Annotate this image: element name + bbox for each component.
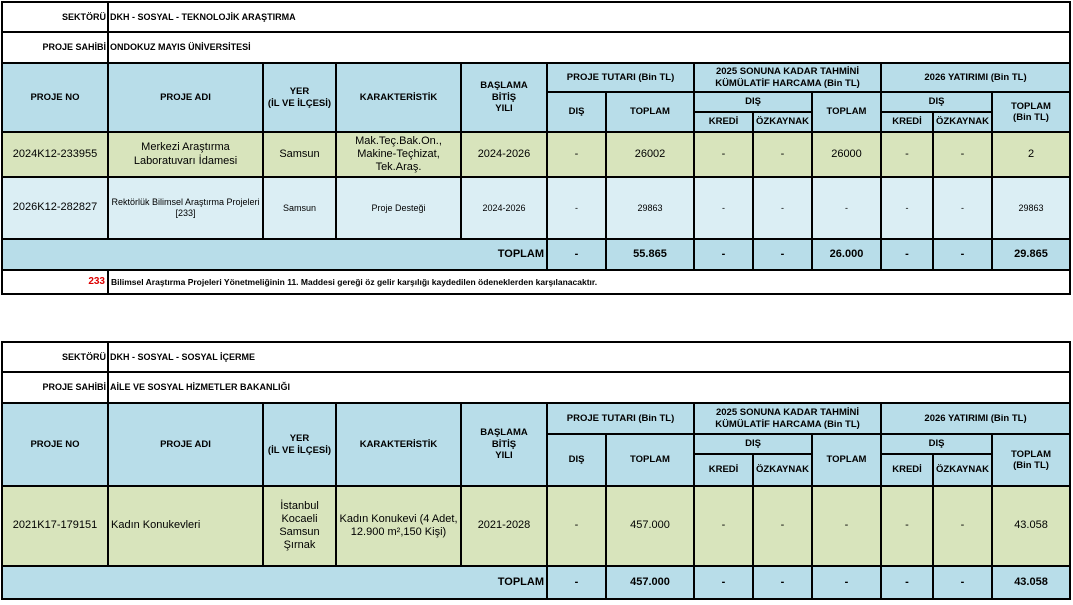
total-pt-toplam: 55.865 [606,239,694,270]
cell-yer: Samsun [263,132,336,177]
cell-pt-toplam: 29863 [606,177,694,239]
cell-pt-toplam: 457.000 [606,486,694,566]
cell-kh-toplam: 26000 [812,132,881,177]
header-y-kredi: KREDİ [881,112,933,132]
cell-kh-toplam: - [812,177,881,239]
header-yer: YER (İL VE İLÇESİ) [263,403,336,486]
header-yatirim-2026: 2026 YATIRIMI (Bin TL) [881,63,1070,92]
header-pt-dis: DIŞ [547,434,606,486]
cell-kh-toplam: - [812,486,881,566]
total-kh-ozkaynak: - [753,239,812,270]
cell-pt-dis: - [547,486,606,566]
cell-kh-kredi: - [694,132,753,177]
total-y-ozkaynak: - [933,239,992,270]
cell-proje-no: 2024K12-233955 [2,132,108,177]
header-kh-ozkaynak: ÖZKAYNAK [753,454,812,486]
cell-y-ozkaynak: - [933,486,992,566]
sektor-label: SEKTÖRÜ [2,342,108,372]
header-pt-toplam: TOPLAM [606,434,694,486]
header-pt-toplam: TOPLAM [606,92,694,132]
cell-yil: 2021-2028 [461,486,547,566]
total-y-ozkaynak: - [933,566,992,599]
total-label: TOPLAM [2,566,547,599]
cell-y-ozkaynak: - [933,132,992,177]
total-kh-kredi: - [694,239,753,270]
total-pt-dis: - [547,239,606,270]
header-y-ozkaynak: ÖZKAYNAK [933,454,992,486]
footnote-number: 233 [2,270,108,294]
header-y-ozkaynak: ÖZKAYNAK [933,112,992,132]
header-pt-dis: DIŞ [547,92,606,132]
header-kumulatif-harcama: 2025 SONUNA KADAR TAHMİNİ KÜMÜLATİF HARCAMA (Bin TL) [694,63,881,92]
cell-kh-ozkaynak: - [753,486,812,566]
footnote-row [2,270,1070,294]
cell-kh-kredi: - [694,177,753,239]
sektor-value: DKH - SOSYAL - TEKNOLOJİK ARAŞTIRMA [108,2,1070,32]
table-row [2,486,1070,566]
header-kh-ozkaynak: ÖZKAYNAK [753,112,812,132]
header-kh-kredi: KREDİ [694,112,753,132]
footnote-text: Bilimsel Araştırma Projeleri Yönetmeliğinin 11. Maddesi gereği öz gelir karşılığı kaydedilen ödeneklerden karşılanacaktır. [108,270,1070,294]
cell-pt-dis: - [547,177,606,239]
cell-kh-kredi: - [694,486,753,566]
total-row [2,239,1070,270]
cell-y-kredi: - [881,177,933,239]
total-pt-toplam: 457.000 [606,566,694,599]
proje-sahibi-label: PROJE SAHİBİ [2,372,108,403]
cell-kh-ozkaynak: - [753,132,812,177]
cell-proje-adi: Merkezi Araştırma Laboratuvarı İdamesi [108,132,263,177]
header-baslama-bitis: BAŞLAMA BİTİŞ YILI [461,403,547,486]
cell-karakteristik: Proje Desteği [336,177,461,239]
total-y-kredi: - [881,239,933,270]
proje-sahibi-label: PROJE SAHİBİ [2,32,108,63]
cell-yer: İstanbul Kocaeli Samsun Şırnak [263,486,336,566]
header-proje-adi: PROJE ADI [108,63,263,132]
header-kh-dis: DIŞ [694,434,812,454]
header-y-dis: DIŞ [881,434,992,454]
cell-karakteristik: Kadın Konukevi (4 Adet, 12.900 m²,150 Kişi) [336,486,461,566]
header-yatirim-2026: 2026 YATIRIMI (Bin TL) [881,403,1070,434]
total-y-toplam: 43.058 [992,566,1070,599]
header-proje-tutari: PROJE TUTARI (Bin TL) [547,63,694,92]
table-row [2,132,1070,177]
cell-proje-no: 2026K12-282827 [2,177,108,239]
cell-proje-no: 2021K17-179151 [2,486,108,566]
total-pt-dis: - [547,566,606,599]
cell-yil: 2024-2026 [461,132,547,177]
total-kh-toplam: - [812,566,881,599]
total-y-toplam: 29.865 [992,239,1070,270]
cell-yer: Samsun [263,177,336,239]
cell-y-toplam: 43.058 [992,486,1070,566]
cell-proje-adi: Rektörlük Bilimsel Araştırma Projeleri [233] [108,177,263,239]
total-kh-ozkaynak: - [753,566,812,599]
header-baslama-bitis: BAŞLAMA BİTİŞ YILI [461,63,547,132]
cell-karakteristik: Mak.Teç.Bak.On., Makine-Teçhizat, Tek.Araş. [336,132,461,177]
header-yer: YER (İL VE İLÇESİ) [263,63,336,132]
cell-y-toplam: 29863 [992,177,1070,239]
cell-y-ozkaynak: - [933,177,992,239]
header-proje-adi: PROJE ADI [108,403,263,486]
header-proje-no: PROJE NO [2,63,108,132]
cell-y-kredi: - [881,132,933,177]
header-y-dis: DIŞ [881,92,992,112]
header-kh-toplam: TOPLAM [812,434,881,486]
project-table-2 [1,341,1071,600]
total-y-kredi: - [881,566,933,599]
header-kh-dis: DIŞ [694,92,812,112]
sektor-label: SEKTÖRÜ [2,2,108,32]
header-kh-kredi: KREDİ [694,454,753,486]
project-table-1 [1,1,1071,295]
proje-sahibi-value: ONDOKUZ MAYIS ÜNİVERSİTESİ [108,32,1070,63]
header-y-toplam: TOPLAM (Bin TL) [992,92,1070,132]
total-row [2,566,1070,599]
proje-sahibi-value: AİLE VE SOSYAL HİZMETLER BAKANLIĞI [108,372,1070,403]
total-label: TOPLAM [2,239,547,270]
cell-proje-adi: Kadın Konukevleri [108,486,263,566]
header-y-kredi: KREDİ [881,454,933,486]
sektor-value: DKH - SOSYAL - SOSYAL İÇERME [108,342,1070,372]
cell-kh-ozkaynak: - [753,177,812,239]
header-kh-toplam: TOPLAM [812,92,881,132]
total-kh-toplam: 26.000 [812,239,881,270]
header-proje-no: PROJE NO [2,403,108,486]
cell-pt-dis: - [547,132,606,177]
cell-pt-toplam: 26002 [606,132,694,177]
cell-yil: 2024-2026 [461,177,547,239]
table-row [2,177,1070,239]
header-karakteristik: KARAKTERİSTİK [336,403,461,486]
header-kumulatif-harcama: 2025 SONUNA KADAR TAHMİNİ KÜMÜLATİF HARCAMA (Bin TL) [694,403,881,434]
header-proje-tutari: PROJE TUTARI (Bin TL) [547,403,694,434]
total-kh-kredi: - [694,566,753,599]
header-y-toplam: TOPLAM (Bin TL) [992,434,1070,486]
header-karakteristik: KARAKTERİSTİK [336,63,461,132]
cell-y-toplam: 2 [992,132,1070,177]
cell-y-kredi: - [881,486,933,566]
